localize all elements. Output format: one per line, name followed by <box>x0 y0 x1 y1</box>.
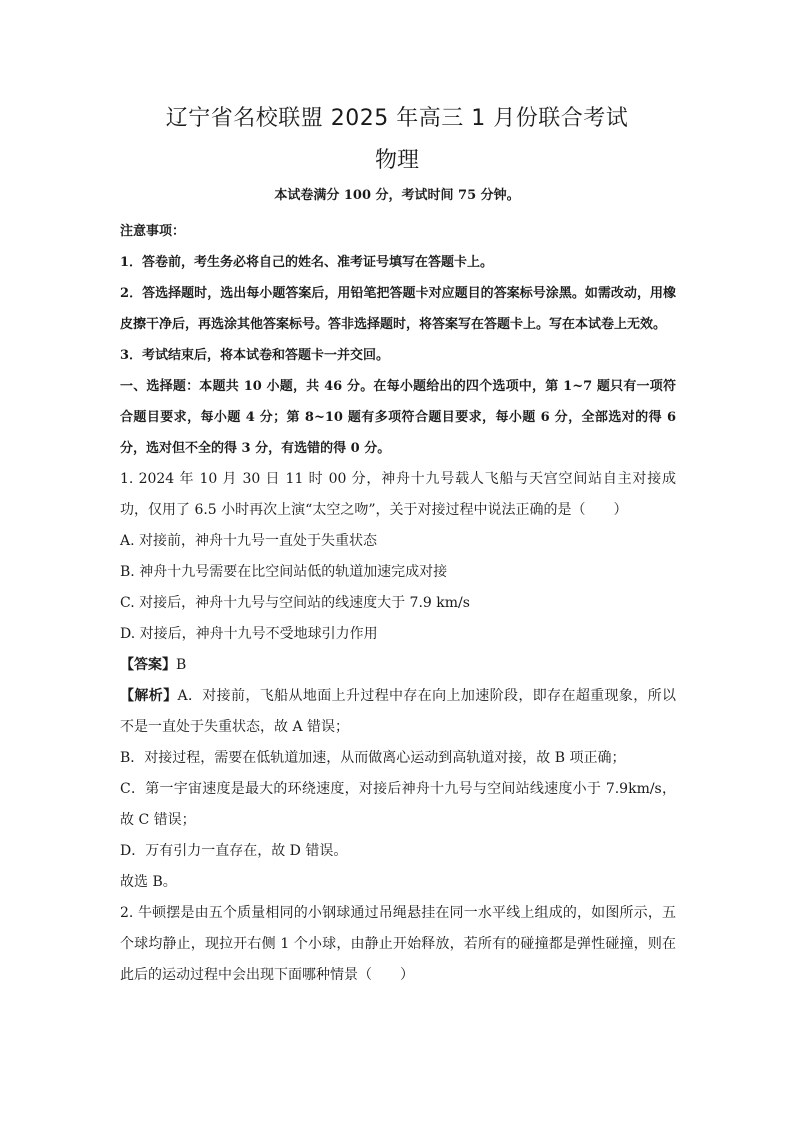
note-item-1: 1．答卷前，考生务必将自己的姓名、准考证号填写在答题卡上。 <box>120 255 494 270</box>
analysis-a-text: A．对接前，飞船从地面上升过程中存在向上加速阶段，即存在超重现象，所以不是一直处于失重状态，故 A 错误； <box>120 688 677 735</box>
question-1-analysis-c: C．第一宇宙速度是最大的环绕速度，对接后神舟十九号与空间站线速度小于 7.9km/s，故 C 错误； <box>120 781 676 828</box>
answer-tag: 【答案】 <box>120 657 176 673</box>
subject-title: 物理 <box>374 148 419 173</box>
question-1-analysis-d: D．万有引力一直存在，故 D 错误。 <box>120 843 348 859</box>
exam-content <box>120 216 676 991</box>
exam-title: 辽宁省名校联盟 2025 年高三 1 月份联合考试 <box>165 106 629 131</box>
question-1-option-b: B. 神舟十九号需要在比空间站低的轨道加速完成对接 <box>120 564 448 580</box>
question-1-conclusion: 故选 B。 <box>120 874 177 890</box>
question-1-answer <box>120 650 676 681</box>
note-item-3: 3．考试结束后，将本试卷和答题卡一并交回。 <box>120 348 390 363</box>
question-2-stem: 2. 牛顿摆是由五个质量相同的小钢球通过吊绳悬挂在同一水平线上组成的，如图所示，五个球均静止，现拉开右侧 1 个小球，由静止开始释放，若所有的碰撞都是弹性碰撞，则在此后的运动过程中会出现下面哪种情景（ ） <box>120 905 676 983</box>
analysis-tag: 【解析】 <box>120 688 178 704</box>
question-1-analysis-a <box>120 681 676 743</box>
question-1-analysis-b: B．对接过程，需要在低轨道加速，从而做离心运动到高轨道对接，故 B 项正确； <box>120 750 626 766</box>
answer-value: B <box>176 657 187 673</box>
note-item-2: 2．答选择题时，选出每小题答案后，用铅笔把答题卡对应题目的答案标号涂黑。如需改动，用橡皮擦干净后，再选涂其他答案标号。答非选择题时，将答案写在答题卡上。写在本试卷上无效。 <box>120 286 676 332</box>
question-1-option-c: C. 对接后，神舟十九号与空间站的线速度大于 7.9 km/s <box>120 595 470 611</box>
question-1-stem: 1. 2024 年 10 月 30 日 11 时 00 分，神舟十九号载人飞船与天宫空间站自主对接成功，仅用了 6.5 小时再次上演“太空之吻”，关于对接过程中说法正确的是（ ） <box>120 471 676 518</box>
notes-heading: 注意事项： <box>120 224 186 239</box>
question-1-option-a: A. 对接前，神舟十九号一直处于失重状态 <box>120 533 378 549</box>
question-1-option-d: D. 对接后，神舟十九号不受地球引力作用 <box>120 626 378 642</box>
exam-info: 本试卷满分 100 分，考试时间 75 分钟。 <box>274 188 520 203</box>
section-heading: 一、选择题：本题共 10 小题，共 46 分。在每小题给出的四个选项中，第 1~7 题只有一项符合题目要求，每小题 4 分；第 8~10 题有多项符合题目要求，每小题 6 分，全部选对的得 6 分，选对但不全的得 3 分，有选错的得 0 分。 <box>120 379 676 456</box>
